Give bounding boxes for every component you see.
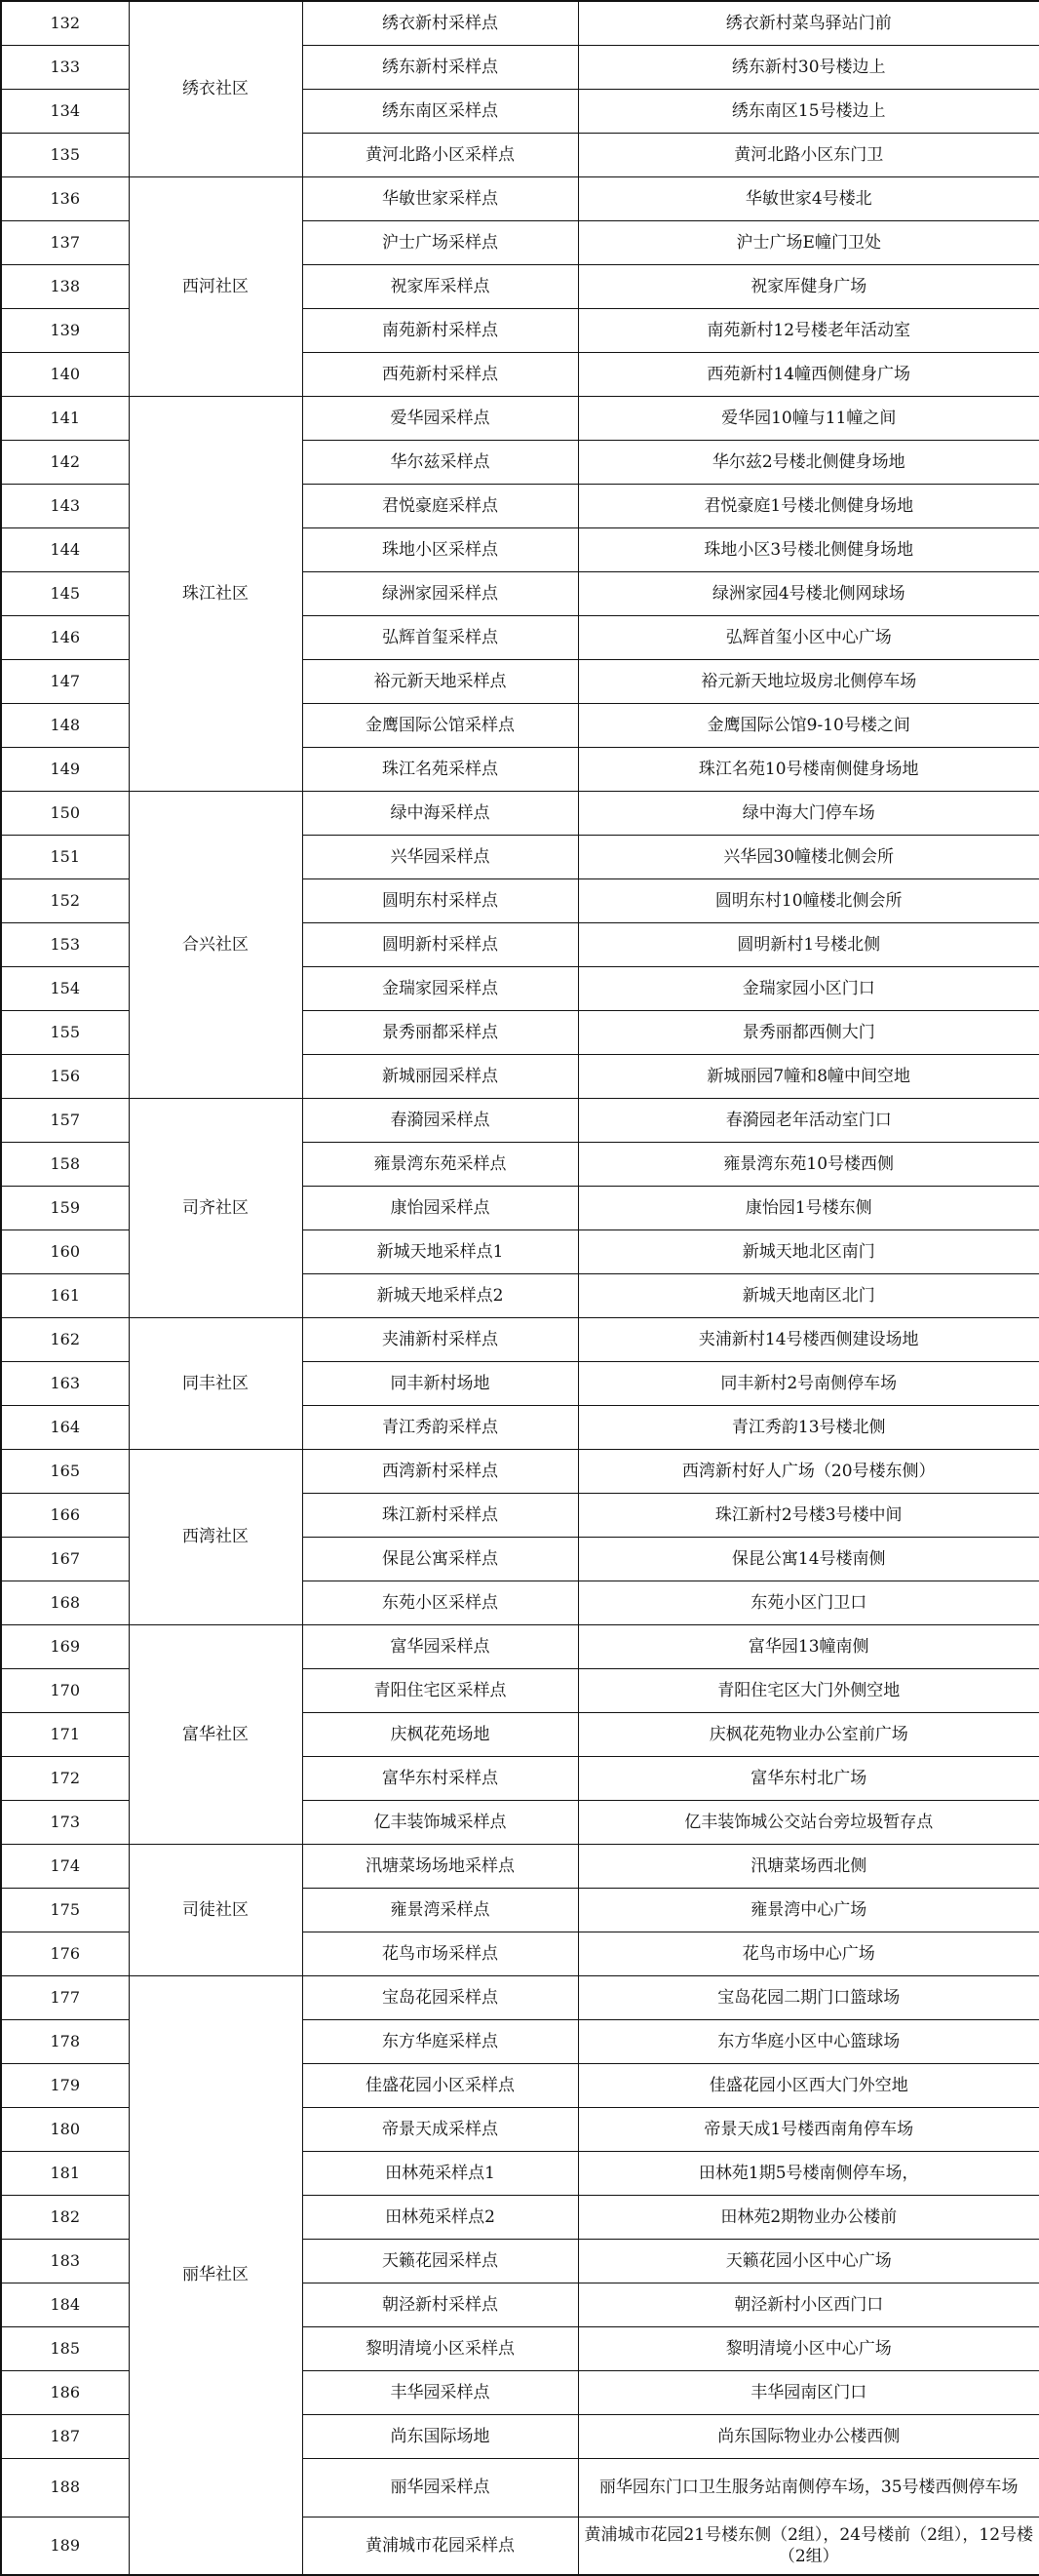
location-cell: 西湾新村好人广场（20号楼东侧） xyxy=(578,1449,1039,1493)
site-name-cell: 金鹰国际公馆采样点 xyxy=(302,703,578,747)
row-number-cell: 165 xyxy=(1,1449,129,1493)
site-name-cell: 南苑新村采样点 xyxy=(302,308,578,352)
location-cell: 君悦豪庭1号楼北侧健身场地 xyxy=(578,484,1039,527)
site-name-cell: 康怡园采样点 xyxy=(302,1186,578,1229)
location-cell: 绣东南区15号楼边上 xyxy=(578,89,1039,133)
location-cell: 圆明新村1号楼北侧 xyxy=(578,922,1039,966)
location-cell: 亿丰装饰城公交站台旁垃圾暂存点 xyxy=(578,1800,1039,1844)
row-number-cell: 181 xyxy=(1,2151,129,2195)
location-cell: 东苑小区门卫口 xyxy=(578,1581,1039,1624)
location-cell: 康怡园1号楼东侧 xyxy=(578,1186,1039,1229)
location-cell: 帝景天成1号楼西南角停车场 xyxy=(578,2107,1039,2151)
site-name-cell: 天籁花园采样点 xyxy=(302,2239,578,2283)
location-cell: 祝家厍健身广场 xyxy=(578,264,1039,308)
location-cell: 富华东村北广场 xyxy=(578,1756,1039,1800)
location-cell: 绿洲家园4号楼北侧网球场 xyxy=(578,571,1039,615)
site-name-cell: 新城天地采样点1 xyxy=(302,1229,578,1273)
location-cell: 景秀丽都西侧大门 xyxy=(578,1010,1039,1054)
location-cell: 西苑新村14幢西侧健身广场 xyxy=(578,352,1039,396)
row-number-cell: 142 xyxy=(1,440,129,484)
table-row xyxy=(1,1317,1039,1361)
location-cell: 春漪园老年活动室门口 xyxy=(578,1098,1039,1142)
site-name-cell: 东方华庭采样点 xyxy=(302,2019,578,2063)
site-name-cell: 佳盛花园小区采样点 xyxy=(302,2063,578,2107)
row-number-cell: 188 xyxy=(1,2458,129,2517)
row-number-cell: 153 xyxy=(1,922,129,966)
table-row xyxy=(1,176,1039,220)
row-number-cell: 183 xyxy=(1,2239,129,2283)
location-cell: 华尔兹2号楼北侧健身场地 xyxy=(578,440,1039,484)
site-name-cell: 西苑新村采样点 xyxy=(302,352,578,396)
location-cell: 花鸟市场中心广场 xyxy=(578,1932,1039,1975)
community-cell: 同丰社区 xyxy=(129,1317,302,1449)
site-name-cell: 丰华园采样点 xyxy=(302,2370,578,2414)
site-name-cell: 青阳住宅区采样点 xyxy=(302,1668,578,1712)
site-name-cell: 珠江新村采样点 xyxy=(302,1493,578,1537)
site-name-cell: 沪士广场采样点 xyxy=(302,220,578,264)
community-cell: 珠江社区 xyxy=(129,396,302,791)
location-cell: 汛塘菜场西北侧 xyxy=(578,1844,1039,1888)
table-row xyxy=(1,396,1039,440)
site-name-cell: 裕元新天地采样点 xyxy=(302,659,578,703)
site-name-cell: 金瑞家园采样点 xyxy=(302,966,578,1010)
row-number-cell: 180 xyxy=(1,2107,129,2151)
row-number-cell: 164 xyxy=(1,1405,129,1449)
site-name-cell: 田林苑采样点1 xyxy=(302,2151,578,2195)
row-number-cell: 151 xyxy=(1,835,129,878)
location-cell: 丰华园南区门口 xyxy=(578,2370,1039,2414)
location-cell: 珠地小区3号楼北侧健身场地 xyxy=(578,527,1039,571)
row-number-cell: 132 xyxy=(1,1,129,45)
location-cell: 黄河北路小区东门卫 xyxy=(578,133,1039,176)
location-cell: 东方华庭小区中心篮球场 xyxy=(578,2019,1039,2063)
location-cell: 绣衣新村菜鸟驿站门前 xyxy=(578,1,1039,45)
row-number-cell: 141 xyxy=(1,396,129,440)
location-cell: 宝岛花园二期门口篮球场 xyxy=(578,1975,1039,2019)
community-cell: 司徒社区 xyxy=(129,1844,302,1975)
table-row xyxy=(1,1,1039,45)
row-number-cell: 156 xyxy=(1,1054,129,1098)
row-number-cell: 182 xyxy=(1,2195,129,2239)
row-number-cell: 158 xyxy=(1,1142,129,1186)
location-cell: 同丰新村2号南侧停车场 xyxy=(578,1361,1039,1405)
location-cell: 南苑新村12号楼老年活动室 xyxy=(578,308,1039,352)
row-number-cell: 138 xyxy=(1,264,129,308)
site-name-cell: 爱华园采样点 xyxy=(302,396,578,440)
row-number-cell: 143 xyxy=(1,484,129,527)
row-number-cell: 149 xyxy=(1,747,129,791)
location-cell: 天籁花园小区中心广场 xyxy=(578,2239,1039,2283)
row-number-cell: 186 xyxy=(1,2370,129,2414)
row-number-cell: 150 xyxy=(1,791,129,835)
row-number-cell: 187 xyxy=(1,2414,129,2458)
site-name-cell: 华敏世家采样点 xyxy=(302,176,578,220)
site-name-cell: 珠地小区采样点 xyxy=(302,527,578,571)
row-number-cell: 163 xyxy=(1,1361,129,1405)
row-number-cell: 160 xyxy=(1,1229,129,1273)
location-cell: 尚东国际物业办公楼西侧 xyxy=(578,2414,1039,2458)
location-cell: 佳盛花园小区西大门外空地 xyxy=(578,2063,1039,2107)
row-number-cell: 189 xyxy=(1,2517,129,2575)
row-number-cell: 167 xyxy=(1,1537,129,1581)
site-name-cell: 春漪园采样点 xyxy=(302,1098,578,1142)
row-number-cell: 161 xyxy=(1,1273,129,1317)
site-name-cell: 绿中海采样点 xyxy=(302,791,578,835)
table-row xyxy=(1,1624,1039,1668)
community-cell: 绣衣社区 xyxy=(129,1,302,176)
site-name-cell: 君悦豪庭采样点 xyxy=(302,484,578,527)
site-name-cell: 雍景湾采样点 xyxy=(302,1888,578,1932)
site-name-cell: 弘辉首玺采样点 xyxy=(302,615,578,659)
table-body xyxy=(1,1,1039,2575)
site-name-cell: 华尔兹采样点 xyxy=(302,440,578,484)
location-cell: 新城丽园7幢和8幢中间空地 xyxy=(578,1054,1039,1098)
row-number-cell: 166 xyxy=(1,1493,129,1537)
row-number-cell: 172 xyxy=(1,1756,129,1800)
site-name-cell: 朝泾新村采样点 xyxy=(302,2283,578,2326)
table-row xyxy=(1,1098,1039,1142)
location-cell: 保昆公寓14号楼南侧 xyxy=(578,1537,1039,1581)
table-row xyxy=(1,1975,1039,2019)
table-row xyxy=(1,1449,1039,1493)
location-cell: 圆明东村10幢楼北侧会所 xyxy=(578,878,1039,922)
site-name-cell: 雍景湾东苑采样点 xyxy=(302,1142,578,1186)
community-cell: 合兴社区 xyxy=(129,791,302,1098)
site-name-cell: 花鸟市场采样点 xyxy=(302,1932,578,1975)
location-cell: 裕元新天地垃圾房北侧停车场 xyxy=(578,659,1039,703)
row-number-cell: 155 xyxy=(1,1010,129,1054)
row-number-cell: 134 xyxy=(1,89,129,133)
site-name-cell: 帝景天成采样点 xyxy=(302,2107,578,2151)
row-number-cell: 176 xyxy=(1,1932,129,1975)
location-cell: 朝泾新村小区西门口 xyxy=(578,2283,1039,2326)
row-number-cell: 136 xyxy=(1,176,129,220)
location-cell: 珠江名苑10号楼南侧健身场地 xyxy=(578,747,1039,791)
row-number-cell: 159 xyxy=(1,1186,129,1229)
site-name-cell: 绿洲家园采样点 xyxy=(302,571,578,615)
location-cell: 庆枫花苑物业办公室前广场 xyxy=(578,1712,1039,1756)
row-number-cell: 137 xyxy=(1,220,129,264)
location-cell: 金瑞家园小区门口 xyxy=(578,966,1039,1010)
site-name-cell: 田林苑采样点2 xyxy=(302,2195,578,2239)
row-number-cell: 174 xyxy=(1,1844,129,1888)
location-cell: 绿中海大门停车场 xyxy=(578,791,1039,835)
location-cell: 沪士广场E幢门卫处 xyxy=(578,220,1039,264)
row-number-cell: 185 xyxy=(1,2326,129,2370)
site-name-cell: 绣东南区采样点 xyxy=(302,89,578,133)
location-cell: 田林苑1期5号楼南侧停车场， xyxy=(578,2151,1039,2195)
site-name-cell: 亿丰装饰城采样点 xyxy=(302,1800,578,1844)
location-cell: 青江秀韵13号楼北侧 xyxy=(578,1405,1039,1449)
row-number-cell: 178 xyxy=(1,2019,129,2063)
site-name-cell: 圆明新村采样点 xyxy=(302,922,578,966)
row-number-cell: 168 xyxy=(1,1581,129,1624)
row-number-cell: 144 xyxy=(1,527,129,571)
site-name-cell: 丽华园采样点 xyxy=(302,2458,578,2517)
row-number-cell: 171 xyxy=(1,1712,129,1756)
site-name-cell: 景秀丽都采样点 xyxy=(302,1010,578,1054)
site-name-cell: 黎明清境小区采样点 xyxy=(302,2326,578,2370)
location-cell: 雍景湾东苑10号楼西侧 xyxy=(578,1142,1039,1186)
row-number-cell: 146 xyxy=(1,615,129,659)
location-cell: 新城天地南区北门 xyxy=(578,1273,1039,1317)
site-name-cell: 宝岛花园采样点 xyxy=(302,1975,578,2019)
row-number-cell: 162 xyxy=(1,1317,129,1361)
row-number-cell: 177 xyxy=(1,1975,129,2019)
site-name-cell: 保昆公寓采样点 xyxy=(302,1537,578,1581)
site-name-cell: 新城丽园采样点 xyxy=(302,1054,578,1098)
location-cell: 珠江新村2号楼3号楼中间 xyxy=(578,1493,1039,1537)
site-name-cell: 汛塘菜场场地采样点 xyxy=(302,1844,578,1888)
site-name-cell: 绣东新村采样点 xyxy=(302,45,578,89)
row-number-cell: 179 xyxy=(1,2063,129,2107)
row-number-cell: 140 xyxy=(1,352,129,396)
location-cell: 田林苑2期物业办公楼前 xyxy=(578,2195,1039,2239)
row-number-cell: 169 xyxy=(1,1624,129,1668)
row-number-cell: 154 xyxy=(1,966,129,1010)
location-cell: 兴华园30幢楼北侧会所 xyxy=(578,835,1039,878)
site-name-cell: 尚东国际场地 xyxy=(302,2414,578,2458)
site-name-cell: 夹浦新村采样点 xyxy=(302,1317,578,1361)
community-cell: 西湾社区 xyxy=(129,1449,302,1624)
location-cell: 爱华园10幢与11幢之间 xyxy=(578,396,1039,440)
row-number-cell: 184 xyxy=(1,2283,129,2326)
row-number-cell: 173 xyxy=(1,1800,129,1844)
row-number-cell: 175 xyxy=(1,1888,129,1932)
site-name-cell: 同丰新村场地 xyxy=(302,1361,578,1405)
site-name-cell: 庆枫花苑场地 xyxy=(302,1712,578,1756)
table-row xyxy=(1,791,1039,835)
site-name-cell: 富华东村采样点 xyxy=(302,1756,578,1800)
location-cell: 丽华园东门口卫生服务站南侧停车场，35号楼西侧停车场 xyxy=(578,2458,1039,2517)
community-cell: 丽华社区 xyxy=(129,1975,302,2575)
location-cell: 青阳住宅区大门外侧空地 xyxy=(578,1668,1039,1712)
location-cell: 新城天地北区南门 xyxy=(578,1229,1039,1273)
location-cell: 夹浦新村14号楼西侧建设场地 xyxy=(578,1317,1039,1361)
site-name-cell: 绣衣新村采样点 xyxy=(302,1,578,45)
location-cell: 金鹰国际公馆9-10号楼之间 xyxy=(578,703,1039,747)
site-name-cell: 圆明东村采样点 xyxy=(302,878,578,922)
community-cell: 司齐社区 xyxy=(129,1098,302,1317)
site-name-cell: 黄浦城市花园采样点 xyxy=(302,2517,578,2575)
location-cell: 弘辉首玺小区中心广场 xyxy=(578,615,1039,659)
community-cell: 西河社区 xyxy=(129,176,302,396)
location-cell: 华敏世家4号楼北 xyxy=(578,176,1039,220)
location-cell: 绣东新村30号楼边上 xyxy=(578,45,1039,89)
site-name-cell: 祝家厍采样点 xyxy=(302,264,578,308)
site-name-cell: 青江秀韵采样点 xyxy=(302,1405,578,1449)
row-number-cell: 148 xyxy=(1,703,129,747)
site-name-cell: 东苑小区采样点 xyxy=(302,1581,578,1624)
community-cell: 富华社区 xyxy=(129,1624,302,1844)
row-number-cell: 135 xyxy=(1,133,129,176)
site-name-cell: 黄河北路小区采样点 xyxy=(302,133,578,176)
row-number-cell: 170 xyxy=(1,1668,129,1712)
location-cell: 雍景湾中心广场 xyxy=(578,1888,1039,1932)
location-cell: 黎明清境小区中心广场 xyxy=(578,2326,1039,2370)
site-name-cell: 富华园采样点 xyxy=(302,1624,578,1668)
location-cell: 黄浦城市花园21号楼东侧（2组），24号楼前（2组），12号楼（2组） xyxy=(578,2517,1039,2575)
site-name-cell: 珠江名苑采样点 xyxy=(302,747,578,791)
site-name-cell: 西湾新村采样点 xyxy=(302,1449,578,1493)
row-number-cell: 139 xyxy=(1,308,129,352)
row-number-cell: 145 xyxy=(1,571,129,615)
row-number-cell: 157 xyxy=(1,1098,129,1142)
row-number-cell: 152 xyxy=(1,878,129,922)
site-name-cell: 兴华园采样点 xyxy=(302,835,578,878)
site-name-cell: 新城天地采样点2 xyxy=(302,1273,578,1317)
location-cell: 富华园13幢南侧 xyxy=(578,1624,1039,1668)
table-row xyxy=(1,1844,1039,1888)
row-number-cell: 147 xyxy=(1,659,129,703)
row-number-cell: 133 xyxy=(1,45,129,89)
